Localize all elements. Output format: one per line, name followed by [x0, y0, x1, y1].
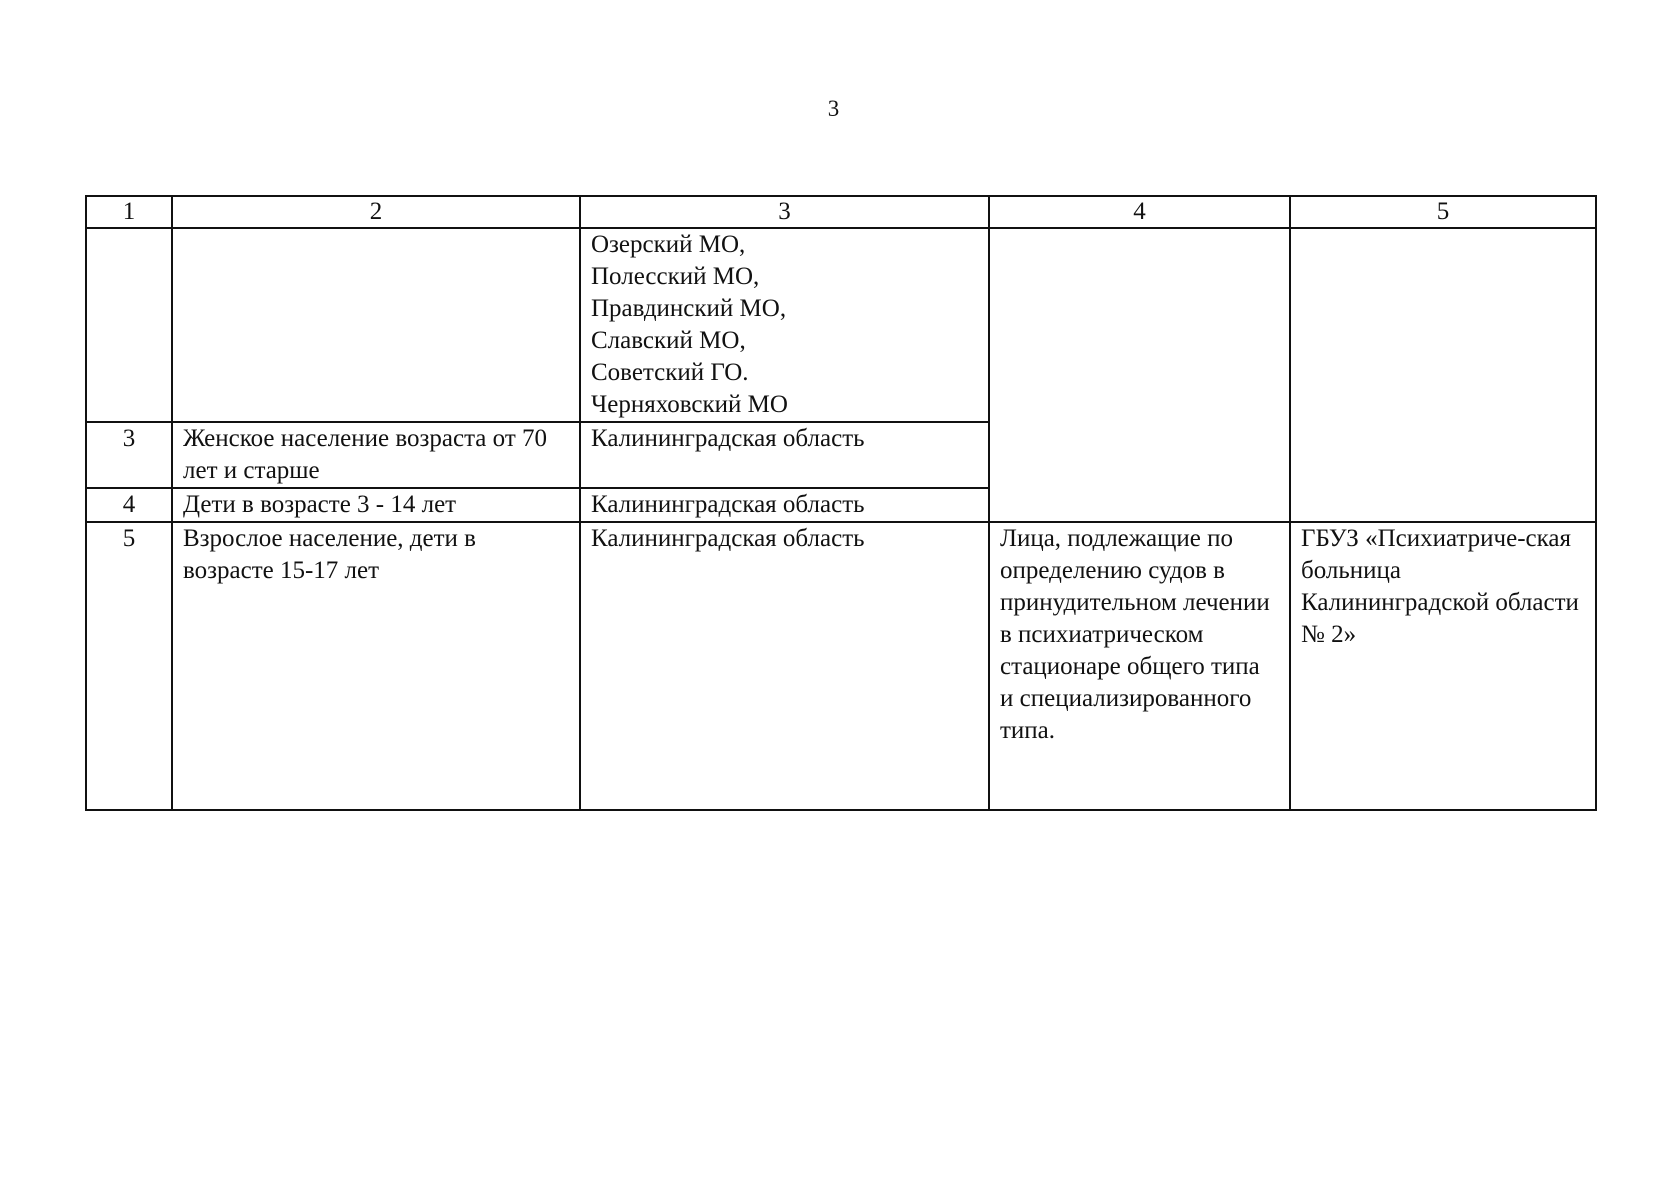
territory-cell: Калининградская область: [580, 522, 989, 810]
document-table: [85, 195, 1597, 811]
territory-cell: Калининградская область: [580, 488, 989, 522]
territory-cell: Калининградская область: [580, 422, 989, 488]
num-cell-continued: [86, 228, 172, 422]
page-number: 3: [827, 96, 840, 121]
persons-cell-merged: [989, 228, 1290, 522]
institution-cell-merged: [1290, 228, 1596, 522]
district-item: Славский МО,: [591, 327, 746, 354]
table-row-continued: [86, 228, 1596, 422]
districts-cell: [580, 228, 989, 422]
table-header-row: [86, 196, 1596, 228]
district-item: Озерский МО,: [591, 231, 746, 258]
population-cell-continued: [172, 228, 580, 422]
population-cell: Женское население возраста от 70 лет и старше: [172, 422, 580, 488]
column-header-4: 4: [989, 196, 1290, 228]
district-item: Советский ГО.: [591, 359, 749, 386]
district-item: Черняховский МО: [591, 391, 788, 418]
table-row: [86, 522, 1596, 810]
row-number: 5: [86, 522, 172, 810]
district-item: Правдинский МО,: [591, 295, 787, 322]
population-cell: Взрослое население, дети в возрасте 15-17 лет: [172, 522, 580, 810]
persons-cell: Лица, подлежащие по определению судов в принудительном лечении в психиатрическом стационаре общего типа и специализированного типа.: [989, 522, 1290, 810]
institution-cell: ГБУЗ «Психиатриче-ская больница Калининградской области № 2»: [1290, 522, 1596, 810]
row-number: 4: [86, 488, 172, 522]
column-header-2: 2: [172, 196, 580, 228]
column-header-3: 3: [580, 196, 989, 228]
population-cell: Дети в возрасте 3 - 14 лет: [172, 488, 580, 522]
column-header-1: 1: [86, 196, 172, 228]
column-header-5: 5: [1290, 196, 1596, 228]
district-item: Полесский МО,: [591, 263, 760, 290]
row-number: 3: [86, 422, 172, 488]
